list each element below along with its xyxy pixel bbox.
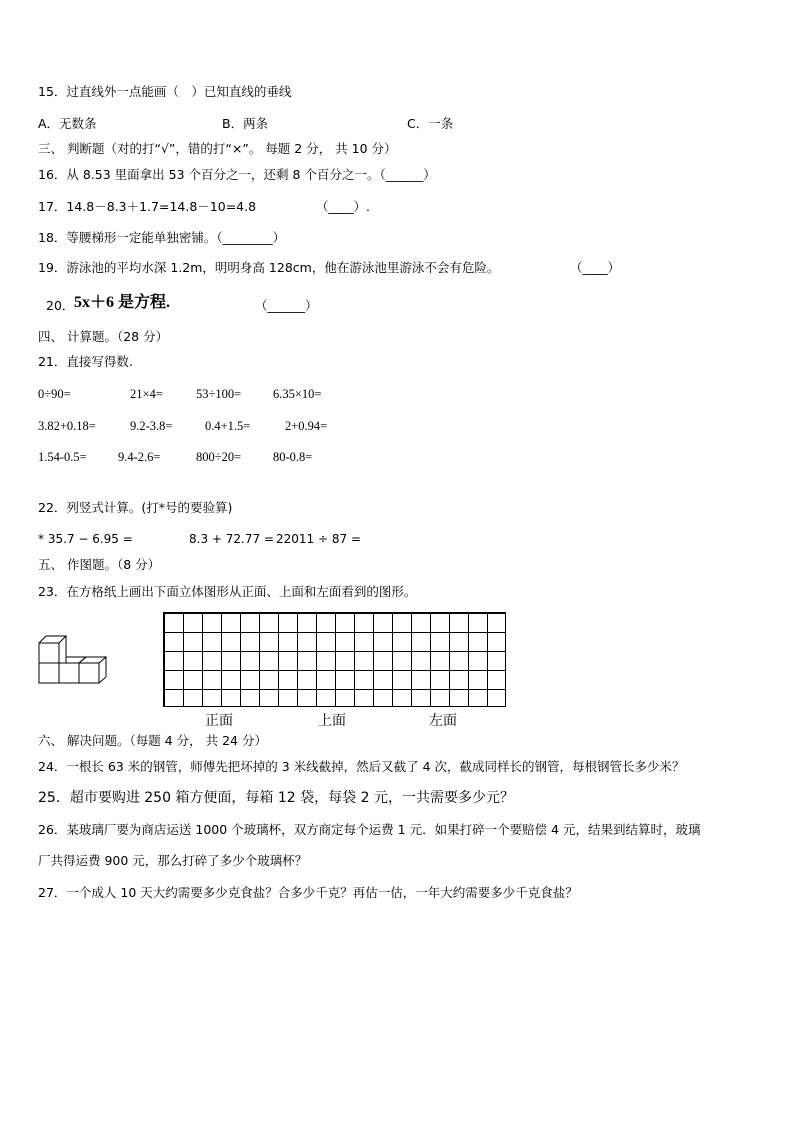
question-26-line-2: 厂共得运费 900 元，那么打碎了多少个玻璃杯？ <box>38 853 308 868</box>
calc-item: 21×4= <box>130 387 163 401</box>
question-18: 18．等腰梯形一定能单独密铺。（________） <box>38 230 286 245</box>
left-view-label: 左面 <box>429 713 457 729</box>
block-figure-illustration <box>36 633 118 687</box>
question-20-blank: （______） <box>255 298 318 313</box>
vertical-calc-item: 22011 ÷ 87 = <box>276 532 361 546</box>
calc-item: 3.82+0.18= <box>38 419 96 433</box>
question-26-line-1: 26．某玻璃厂要为商店运送 1000 个玻璃杯，双方商定每个运费 1 元．如果打碎一个要赔偿 4 元，结果到结算时，玻璃 <box>38 822 701 837</box>
section-5-title: 五、 作图题。（8 分） <box>38 557 161 572</box>
vertical-calc-item: 8.3 + 72.77 = <box>189 532 274 546</box>
question-19: 19．游泳池的平均水深 1.2m，明明身高 128cm，他在游泳池里游泳不会有危险。 <box>38 260 500 275</box>
vertical-calc-item: * 35.7 − 6.95 = <box>38 532 133 546</box>
question-15-option-b: B．两条 <box>222 116 269 131</box>
question-16: 16．从 8.53 里面拿出 53 个百分之一，还剩 8 个百分之一。（______） <box>38 167 436 182</box>
question-15-option-a: A．无数条 <box>38 116 97 131</box>
top-view-label: 上面 <box>318 713 346 729</box>
question-25: 25．超市要购进 250 箱方便面，每箱 12 袋，每袋 2 元，一共需要多少元？ <box>38 790 514 806</box>
question-20-number: 20． <box>46 298 75 313</box>
front-view-label: 正面 <box>205 713 233 729</box>
question-20-expression: 5x＋6 是方程. <box>74 294 171 311</box>
grid-paper[interactable] <box>163 612 506 707</box>
question-17-blank: （____）. <box>316 199 370 214</box>
section-6-title: 六、 解决问题。（每题 4 分， 共 24 分） <box>38 733 267 748</box>
section-4-title: 四、 计算题。（28 分） <box>38 329 169 344</box>
question-19-blank: （____） <box>570 260 621 275</box>
calc-item: 2+0.94= <box>285 419 328 433</box>
calc-item: 800÷20= <box>196 450 242 464</box>
question-23-stem: 23．在方格纸上画出下面立体图形从正面、上面和左面看到的图形。 <box>38 584 417 599</box>
calc-item: 53÷100= <box>196 387 242 401</box>
calc-item: 9.4-2.6= <box>118 450 161 464</box>
calc-item: 1.54-0.5= <box>38 450 87 464</box>
calc-item: 0÷90= <box>38 387 71 401</box>
calc-item: 6.35×10= <box>273 387 322 401</box>
question-27: 27．一个成人 10 天大约需要多少克食盐？合多少千克？再估一估，一年大约需要多少千克食盐？ <box>38 885 578 900</box>
calc-item: 0.4+1.5= <box>205 419 251 433</box>
calc-item: 80-0.8= <box>273 450 313 464</box>
question-15-option-c: C．一条 <box>407 116 454 131</box>
question-21-stem: 21．直接写得数. <box>38 354 133 369</box>
section-3-title: 三、 判断题（对的打“√”，错的打“×”。 每题 2 分， 共 10 分） <box>38 141 397 156</box>
question-15-stem: 15．过直线外一点能画（ ）已知直线的垂线 <box>38 84 292 99</box>
question-24: 24．一根长 63 米的钢管，师傅先把坏掉的 3 米线截掉，然后又截了 4 次，截成同样长的钢管，每根钢管长多少米？ <box>38 759 685 774</box>
calc-item: 9.2-3.8= <box>130 419 173 433</box>
question-22-stem: 22．列竖式计算。(打*号的要验算) <box>38 500 233 515</box>
question-17: 17．14.8－8.3＋1.7=14.8－10=4.8 <box>38 199 257 214</box>
